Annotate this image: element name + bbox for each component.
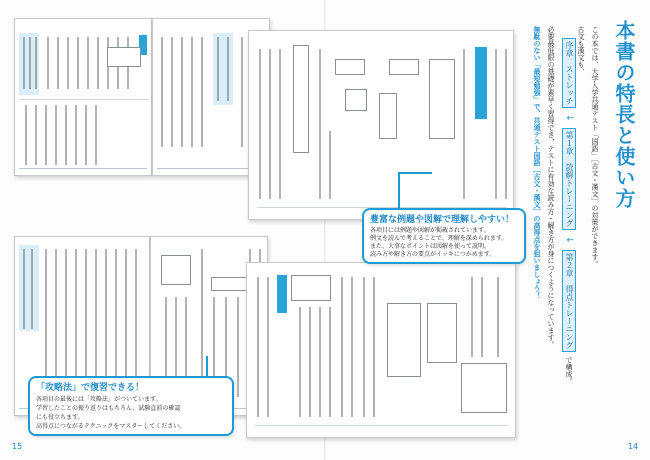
description-line-1: 必要最低限の基礎が素早く習得でき、テストに有効な読み方・解き方が身につくようになっています。 — [547, 26, 555, 348]
flow-suffix: で構成。 — [565, 356, 573, 385]
flow-item-prologue: 序章 ストレッチ — [562, 38, 576, 108]
page-number-left: 15 — [12, 442, 23, 451]
callout-leader-examples — [398, 172, 432, 208]
callout-strategy — [28, 376, 234, 436]
callout-strategy-title: 「攻略法」で復習できる！ — [36, 383, 145, 393]
structure-flow — [562, 36, 576, 384]
page-title: 本書の特長と使い方 — [612, 20, 636, 209]
callout-strategy-line: にも役立ちます。 — [36, 414, 84, 421]
callout-examples-line: 例文を読んで考えることで、理解を深められます。 — [370, 235, 508, 242]
intro-line-1: この本では、大学入学共通テスト「国語」［古文・漢文］の対策ができます。 — [591, 26, 599, 268]
callout-strategy-line: 高得点につながるテクニックをマスターしてください。 — [36, 423, 186, 430]
arrow-down-icon: ↓ — [564, 236, 574, 244]
arrow-down-icon: ↓ — [564, 114, 574, 122]
intro-line-2: 古文も漢文も、 — [577, 26, 585, 75]
callout-examples-title: 豊富な例題や図解で理解しやすい！ — [370, 215, 515, 225]
callout-leader-strategy — [206, 356, 210, 376]
callout-strategy-line: 各項目の最後には「攻略法」がついています。 — [36, 396, 162, 403]
callout-examples-line: また、大事なポイントは図解を使って説明。 — [370, 243, 491, 250]
callout-examples-body — [370, 227, 518, 259]
sample-page-top-left — [14, 18, 152, 176]
sample-page-center — [248, 30, 514, 220]
sample-page-bottom-center — [246, 262, 516, 438]
flow-item-chapter1: 第１章 読解トレーニング — [562, 128, 576, 230]
flow-item-chapter2: 第２章 得点トレーニング — [562, 250, 576, 352]
page-number-right: 14 — [628, 442, 639, 451]
callout-examples — [362, 208, 526, 264]
callout-strategy-body — [36, 395, 226, 431]
callout-strategy-line: 学習したことの振り返りはもちろん、試験直前の確認 — [36, 405, 181, 412]
callout-examples-line: 読み方や解き方の要点がイッキにつかめます。 — [370, 251, 496, 258]
description-line-2: 無駄のない「最短勉強」で、共通テスト国語［古文・漢文］の高得点を狙いましょう！ — [533, 26, 541, 299]
callout-examples-line: 各項目には例題や図解が掲載されています。 — [370, 227, 490, 234]
